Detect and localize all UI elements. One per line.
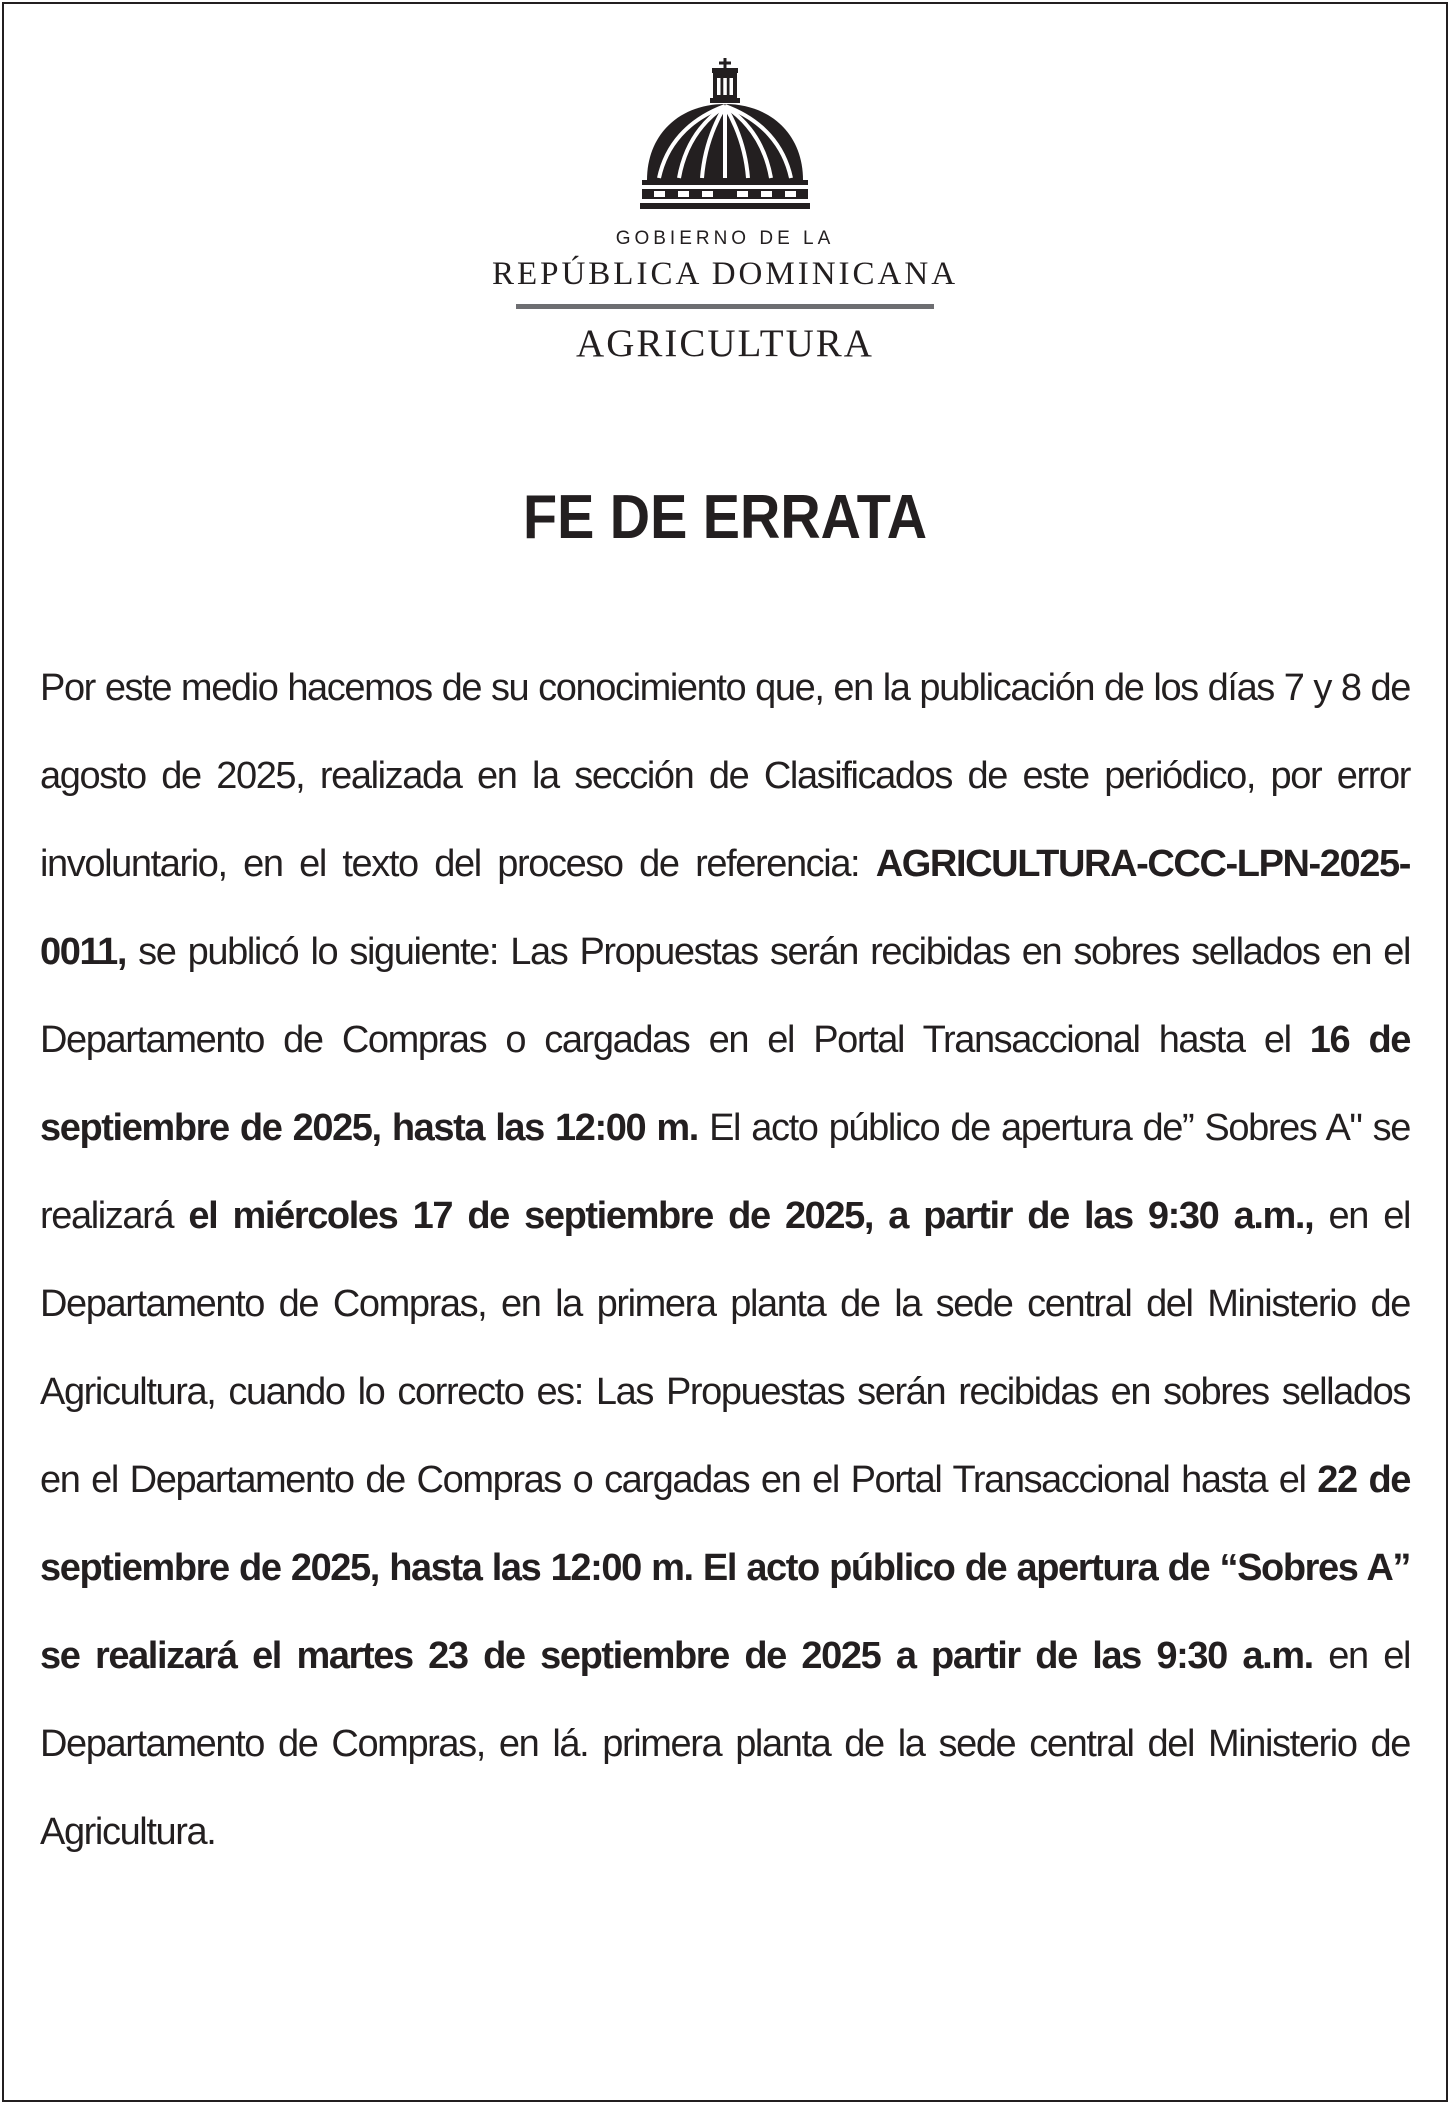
logo-line-agricultura: AGRICULTURA [576,322,874,365]
body-bold-reference: AGRICULTURA-CCC-LPN-2025- 0011, [40,843,1410,973]
body-text-segment: se publicó lo siguiente: Las Propuestas serán recibidas en sobres sellados en el Departamento de Compras o cargadas en el Portal Transaccional hasta el [40,931,1410,1061]
page-title: FE DE ERRATA [522,483,928,552]
body-bold-original-deadline: 16 de septiembre de 2025, hasta las 12:00 m. [40,1019,1410,1149]
body-text-segment: en el Departamento de Compras, en lá. primera planta de la sede central del Ministerio de Agricultura. [40,1635,1410,1853]
body-bold-original-opening: el miércoles 17 de septiembre de 2025, a partir de las 9:30 a.m., [188,1195,1314,1237]
dome-icon [640,58,810,214]
government-logo [0,58,1450,366]
logo-line-republica: REPÚBLICA DOMINICANA [491,256,959,292]
notice-body [40,644,1410,1876]
body-text-segment: Por este medio hacemos de su conocimiento que, en la publicación de los días 7 y 8 de agosto de 2025, realizada en la sección de Clasificados de este periódico, por error involuntario, en el texto del proceso de referencia: [40,667,1410,885]
body-text-segment: en el Departamento de Compras, en la primera planta de la sede central del Ministerio de Agricultura, cuando lo correcto es: Las Propuestas serán recibidas en sobres sellados en el Departamento de Compras o cargadas en el Portal Transaccional hasta el [40,1195,1410,1501]
body-bold-corrected-dates: 22 de septiembre de 2025, hasta las 12:00 m. El acto público de apertura de “Sobres A” se realizará el martes 23 de septiembre de 2025 a partir de las 9:30 a.m. [40,1459,1411,1677]
logo-divider [516,304,934,309]
body-text-segment: El acto público de apertura de” Sobres A" se realizará [40,1107,1410,1237]
logo-line-gobierno: GOBIERNO DE LA [615,228,835,249]
